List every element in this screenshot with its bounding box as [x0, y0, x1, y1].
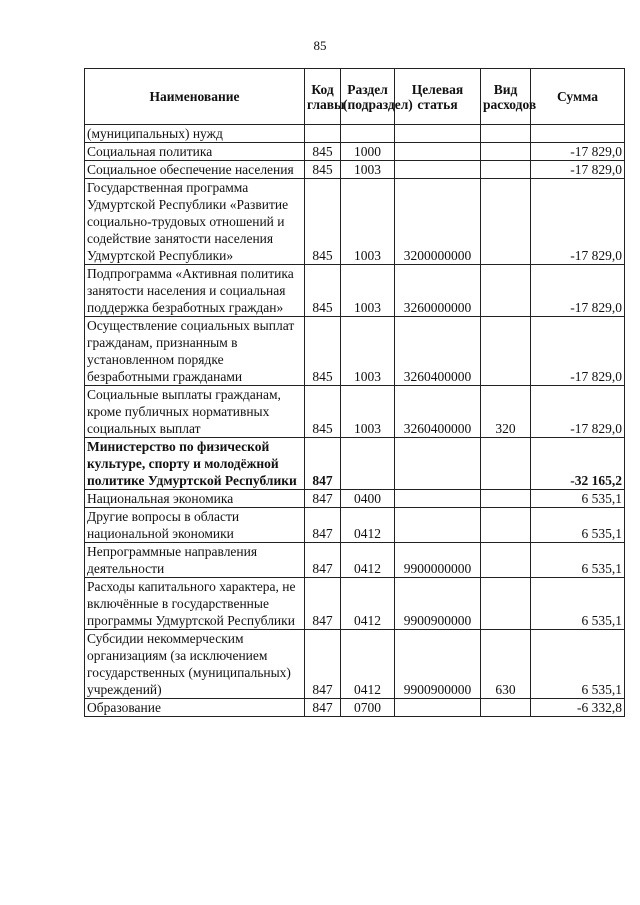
- name-cell: Образование: [85, 699, 305, 717]
- code-cell: 847: [305, 438, 341, 490]
- table-row: [85, 438, 625, 490]
- name-cell: Государственная программа Удмуртской Республики «Развитие социально-трудовых отношений и содействие занятости населения Удмуртской Республики»: [85, 179, 305, 265]
- name-cell: Социальные выплаты гражданам, кроме публичных нормативных социальных выплат: [85, 386, 305, 438]
- code-cell: 847: [305, 490, 341, 508]
- code-cell: 847: [305, 578, 341, 630]
- code-cell: 847: [305, 699, 341, 717]
- code-cell: 845: [305, 161, 341, 179]
- code-cell: [305, 125, 341, 143]
- header-target: Целевая статья: [395, 69, 481, 125]
- page-number: 85: [313, 38, 327, 53]
- section-cell: 0412: [341, 543, 395, 578]
- kind-cell: [481, 543, 531, 578]
- kind-cell: [481, 578, 531, 630]
- target-cell: 3260400000: [395, 386, 481, 438]
- table-body: [85, 125, 625, 717]
- section-cell: 0412: [341, 508, 395, 543]
- section-cell: 0400: [341, 490, 395, 508]
- sum-cell: -17 829,0: [531, 317, 625, 386]
- sum-cell: [531, 125, 625, 143]
- sum-cell: 6 535,1: [531, 630, 625, 699]
- table-row: [85, 490, 625, 508]
- section-cell: 1000: [341, 143, 395, 161]
- target-cell: [395, 125, 481, 143]
- table-row: [85, 699, 625, 717]
- sum-cell: -17 829,0: [531, 386, 625, 438]
- section-cell: 1003: [341, 317, 395, 386]
- code-cell: 845: [305, 143, 341, 161]
- header-sum: Сумма: [531, 69, 625, 125]
- kind-cell: [481, 317, 531, 386]
- kind-cell: [481, 161, 531, 179]
- sum-cell: -32 165,2: [531, 438, 625, 490]
- kind-cell: 320: [481, 386, 531, 438]
- target-cell: [395, 508, 481, 543]
- name-cell: Подпрограмма «Активная политика занятости населения и социальная поддержка безработных граждан»: [85, 265, 305, 317]
- table-row: [85, 317, 625, 386]
- section-cell: 1003: [341, 161, 395, 179]
- table-row: [85, 265, 625, 317]
- kind-cell: [481, 125, 531, 143]
- section-cell: [341, 438, 395, 490]
- name-cell: Непрограммные направления деятельности: [85, 543, 305, 578]
- target-cell: 3200000000: [395, 179, 481, 265]
- sum-cell: 6 535,1: [531, 543, 625, 578]
- table-row: [85, 125, 625, 143]
- section-cell: 0412: [341, 630, 395, 699]
- target-cell: 3260400000: [395, 317, 481, 386]
- kind-cell: [481, 143, 531, 161]
- table-row: [85, 543, 625, 578]
- kind-cell: [481, 179, 531, 265]
- code-cell: 845: [305, 179, 341, 265]
- kind-cell: [481, 438, 531, 490]
- target-cell: [395, 438, 481, 490]
- name-cell: Социальное обеспечение населения: [85, 161, 305, 179]
- table-row: [85, 630, 625, 699]
- kind-cell: [481, 699, 531, 717]
- table-row: [85, 386, 625, 438]
- header-kind: Вид расходов: [481, 69, 531, 125]
- table-row: [85, 578, 625, 630]
- table-row: [85, 508, 625, 543]
- section-cell: 1003: [341, 265, 395, 317]
- name-cell: Социальная политика: [85, 143, 305, 161]
- table-row: [85, 161, 625, 179]
- name-cell: Министерство по физической культуре, спорту и молодёжной политике Удмуртской Республики: [85, 438, 305, 490]
- name-cell: Субсидии некоммерческим организациям (за исключением государственных (муниципальных) учреждений): [85, 630, 305, 699]
- sum-cell: 6 535,1: [531, 578, 625, 630]
- sum-cell: -17 829,0: [531, 143, 625, 161]
- name-cell: Национальная экономика: [85, 490, 305, 508]
- target-cell: 9900900000: [395, 630, 481, 699]
- code-cell: 845: [305, 317, 341, 386]
- code-cell: 847: [305, 543, 341, 578]
- kind-cell: [481, 508, 531, 543]
- name-cell: Осуществление социальных выплат гражданам, признанным в установленном порядке безработными гражданами: [85, 317, 305, 386]
- section-cell: 0700: [341, 699, 395, 717]
- code-cell: 845: [305, 265, 341, 317]
- section-cell: 1003: [341, 179, 395, 265]
- name-cell: Другие вопросы в области национальной экономики: [85, 508, 305, 543]
- section-cell: 1003: [341, 386, 395, 438]
- kind-cell: 630: [481, 630, 531, 699]
- table-row: [85, 143, 625, 161]
- header-row: [85, 69, 625, 125]
- budget-table: [84, 68, 625, 717]
- sum-cell: -17 829,0: [531, 161, 625, 179]
- target-cell: 3260000000: [395, 265, 481, 317]
- section-cell: [341, 125, 395, 143]
- target-cell: [395, 699, 481, 717]
- name-cell: Расходы капитального характера, не включённые в государственные программы Удмуртской Республики: [85, 578, 305, 630]
- sum-cell: -17 829,0: [531, 265, 625, 317]
- name-cell: (муниципальных) нужд: [85, 125, 305, 143]
- sum-cell: 6 535,1: [531, 508, 625, 543]
- kind-cell: [481, 490, 531, 508]
- section-cell: 0412: [341, 578, 395, 630]
- code-cell: 847: [305, 508, 341, 543]
- code-cell: 845: [305, 386, 341, 438]
- header-code: Код главы: [305, 69, 341, 125]
- kind-cell: [481, 265, 531, 317]
- target-cell: [395, 143, 481, 161]
- target-cell: [395, 161, 481, 179]
- table-row: [85, 179, 625, 265]
- sum-cell: 6 535,1: [531, 490, 625, 508]
- code-cell: 847: [305, 630, 341, 699]
- sum-cell: -6 332,8: [531, 699, 625, 717]
- target-cell: 9900900000: [395, 578, 481, 630]
- header-section: Раздел (подраздел): [341, 69, 395, 125]
- target-cell: [395, 490, 481, 508]
- sum-cell: -17 829,0: [531, 179, 625, 265]
- target-cell: 9900000000: [395, 543, 481, 578]
- header-name: Наименование: [85, 69, 305, 125]
